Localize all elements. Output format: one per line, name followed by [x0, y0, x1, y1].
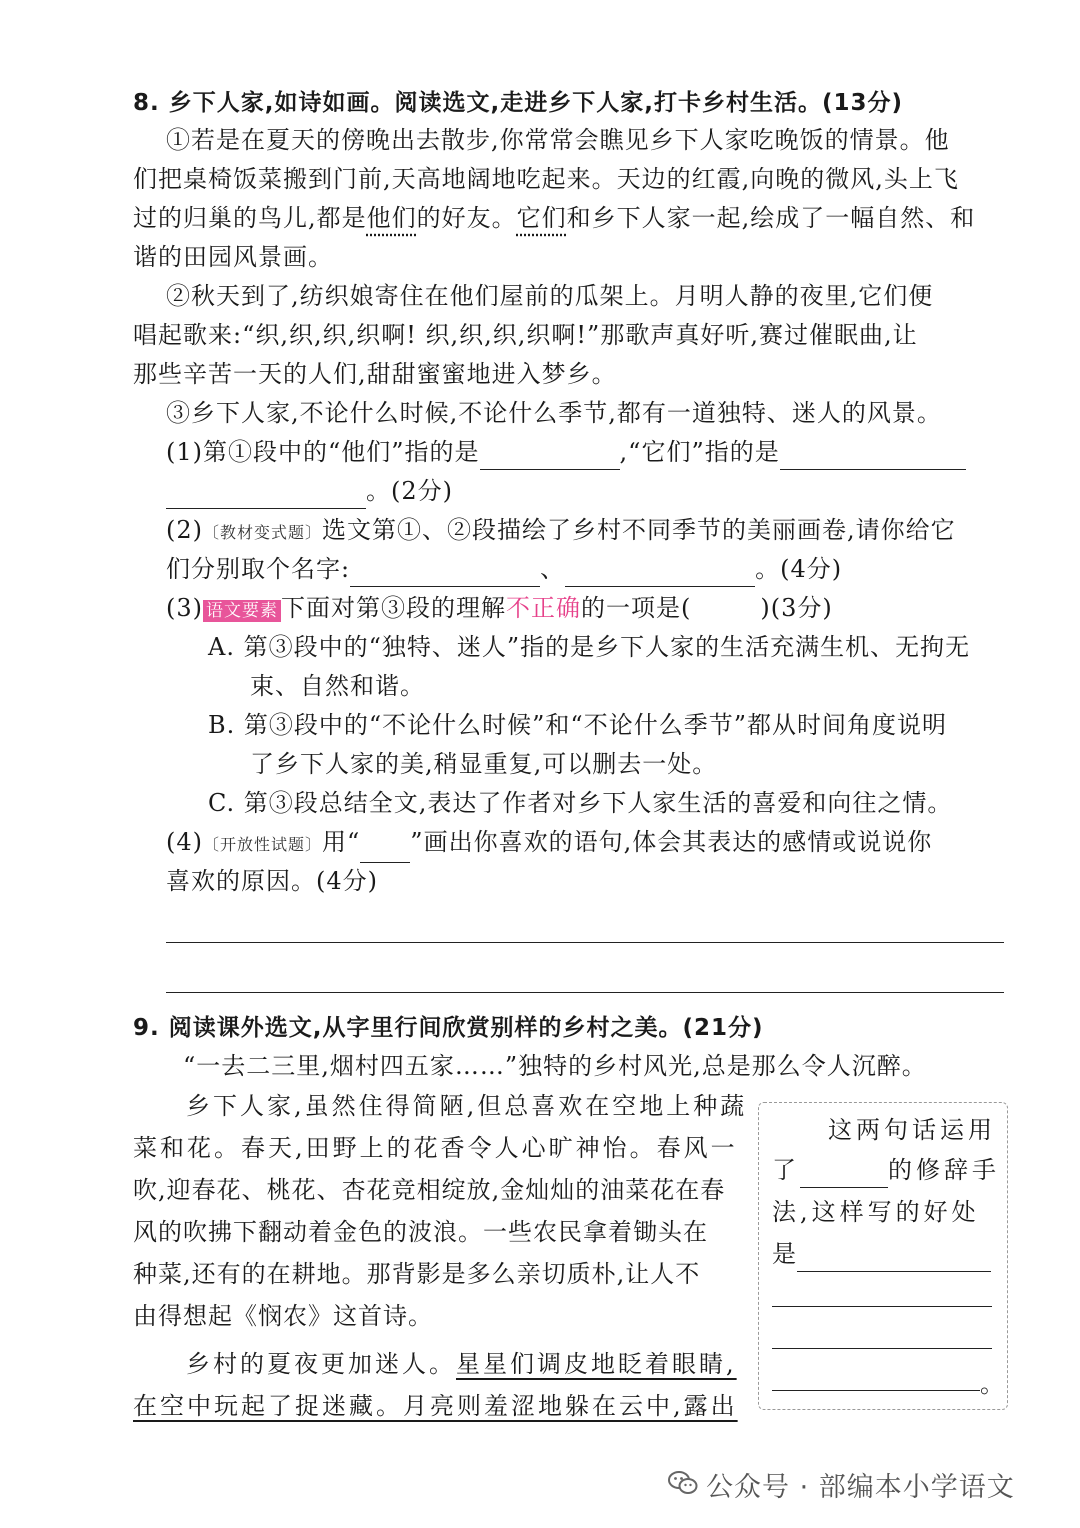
q8-sub2 — [166, 512, 956, 551]
text: 用“ — [322, 828, 361, 856]
tag-language-element: 语文要素 — [203, 600, 281, 622]
answer-line[interactable] — [772, 1306, 992, 1307]
q9-passage-line6: 由得想起《悯农》这首诗。 — [133, 1302, 433, 1330]
option-a-line2[interactable]: 束、自然和谐。 — [250, 672, 425, 700]
text: 过的归巢的鸟儿,都是 — [133, 204, 367, 232]
q8-passage-p1-line4: 谐的田园风景画。 — [133, 243, 333, 271]
q8-passage-p2-line3: 那些辛苦一天的人们,甜甜蜜蜜地进入梦乡。 — [133, 360, 617, 388]
option-b-line1[interactable]: B. 第③段中的“不论什么时候”和“不论什么季节”都从时间角度说明 — [208, 711, 947, 739]
answer-line[interactable] — [166, 942, 1004, 943]
answer-line[interactable] — [166, 992, 1004, 993]
answer-blank[interactable] — [800, 1163, 888, 1188]
question-9-title: 9. 阅读课外选文,从字里行间欣赏别样的乡村之美。(21分) — [133, 1015, 764, 1041]
text: ,“它们”指的是 — [619, 438, 780, 466]
answer-line[interactable] — [772, 1348, 992, 1349]
answer-blank[interactable] — [565, 562, 755, 587]
text: 是 — [772, 1240, 797, 1268]
q8-sub3 — [166, 590, 833, 629]
text: (4) — [166, 828, 203, 856]
q8-passage-p1-line2: 们把桌椅饭菜搬到门前,天高地阔地吃起来。天边的红霞,向晚的微风,头上飞 — [133, 165, 959, 193]
text: 的一项是( )(3分) — [581, 594, 833, 622]
answer-blank[interactable] — [350, 562, 540, 587]
text: ”画出你喜欢的语句,体会其表达的感情或说说你 — [410, 828, 933, 856]
underline-sample — [360, 838, 410, 863]
q9-passage-line3: 吹,迎春花、桃花、杏花竞相绽放,金灿灿的油菜花在春 — [133, 1176, 726, 1204]
q8-sub4 — [166, 824, 932, 863]
emphasis-incorrect: 不正确 — [506, 594, 581, 622]
text: 乡村的夏夜更加迷人。 — [186, 1350, 456, 1378]
text: 了 — [772, 1156, 800, 1184]
emphasis-it: 它们 — [516, 204, 567, 232]
emphasis-them: 他们 — [366, 204, 417, 232]
text: (2) — [166, 516, 203, 544]
q9-passage-line1: 乡下人家,虽然住得简陋,但总喜欢在空地上种蔬 — [186, 1092, 748, 1120]
text: 、 — [540, 555, 566, 583]
text: 。(4分) — [755, 555, 843, 583]
answer-blank[interactable] — [166, 484, 366, 509]
q9-passage-p2-line1 — [186, 1346, 737, 1382]
q9-intro: “一去二三里,烟村四五家……”独特的乡村风光,总是那么令人沉醉。 — [183, 1052, 927, 1080]
text: (1)第①段中的“他们”指的是 — [166, 438, 480, 466]
q8-sub2-cont — [166, 551, 842, 587]
underlined-sentence: 星星们调皮地眨着眼睛, — [456, 1350, 737, 1378]
text: 和乡下人家一起,绘成了一幅自然、和 — [566, 204, 976, 232]
q9-passage-line5: 种菜,还有的在耕地。那背影是多么亲切质朴,让人不 — [133, 1260, 701, 1288]
q9-passage-line2: 菜和花。春天,田野上的花香令人心旷神怡。春风一 — [133, 1134, 738, 1162]
q9-passage-p2-line2: 在空中玩起了捉迷藏。月亮则羞涩地躲在云中,露出 — [133, 1392, 738, 1420]
text: 下面对第③段的理解 — [281, 594, 506, 622]
box-line2 — [772, 1152, 1000, 1188]
q9-passage-line4: 风的吹拂下翻动着金色的波浪。一些农民拿着锄头在 — [133, 1218, 708, 1246]
option-a-line1[interactable]: A. 第③段中的“独特、迷人”指的是乡下人家的生活充满生机、无拘无 — [208, 633, 971, 661]
box-end: 。 — [980, 1370, 1005, 1398]
q8-passage-p1-line3 — [133, 200, 975, 236]
answer-blank[interactable] — [480, 445, 620, 470]
text: 的修辞手 — [888, 1156, 1000, 1184]
question-8-title: 8. 乡下人家,如诗如画。阅读选文,走进乡下人家,打卡乡村生活。(13分) — [133, 90, 903, 116]
text: 选文第①、②段描绘了乡村不同季节的美丽画卷,请你给它 — [322, 516, 956, 544]
box-line1: 这两句话运用 — [828, 1116, 996, 1144]
text: 们分别取个名字: — [166, 555, 351, 583]
q8-passage-p1-line1: ①若是在夏天的傍晚出去散步,你常常会瞧见乡下人家吃晚饭的情景。他 — [166, 126, 950, 154]
watermark: 公众号 · 部编本小学语文 — [706, 1472, 1015, 1503]
box-line4 — [772, 1236, 991, 1272]
text: 。(2分) — [366, 477, 453, 505]
option-c[interactable]: C. 第③段总结全文,表达了作者对乡下人家生活的喜爱和向往之情。 — [208, 789, 953, 817]
q8-passage-p2-line1: ②秋天到了,纺织娘寄住在他们屋前的瓜架上。月明人静的夜里,它们便 — [166, 282, 934, 310]
tag-open-ended: 〔开放性试题〕 — [203, 835, 323, 854]
wechat-icon — [668, 1470, 698, 1496]
option-b-line2[interactable]: 了乡下人家的美,稍显重复,可以删去一处。 — [250, 750, 718, 778]
q8-sub1-cont — [166, 473, 453, 509]
q8-passage-p2-line2: 唱起歌来:“织,织,织,织啊! 织,织,织,织啊!”那歌声真好听,赛过催眠曲,让 — [133, 321, 918, 349]
box-line3: 法,这样写的好处 — [772, 1198, 980, 1226]
q8-sub1 — [166, 434, 966, 470]
answer-line[interactable] — [772, 1390, 980, 1391]
answer-blank[interactable] — [780, 445, 966, 470]
text: (3) — [166, 594, 203, 622]
tag-textbook-variant: 〔教材变式题〕 — [203, 523, 323, 542]
text: 的好友。 — [416, 204, 517, 232]
q8-sub4-cont: 喜欢的原因。(4分) — [166, 867, 378, 895]
answer-blank[interactable] — [797, 1247, 991, 1272]
q8-passage-p3: ③乡下人家,不论什么时候,不论什么季节,都有一道独特、迷人的风景。 — [166, 399, 942, 427]
